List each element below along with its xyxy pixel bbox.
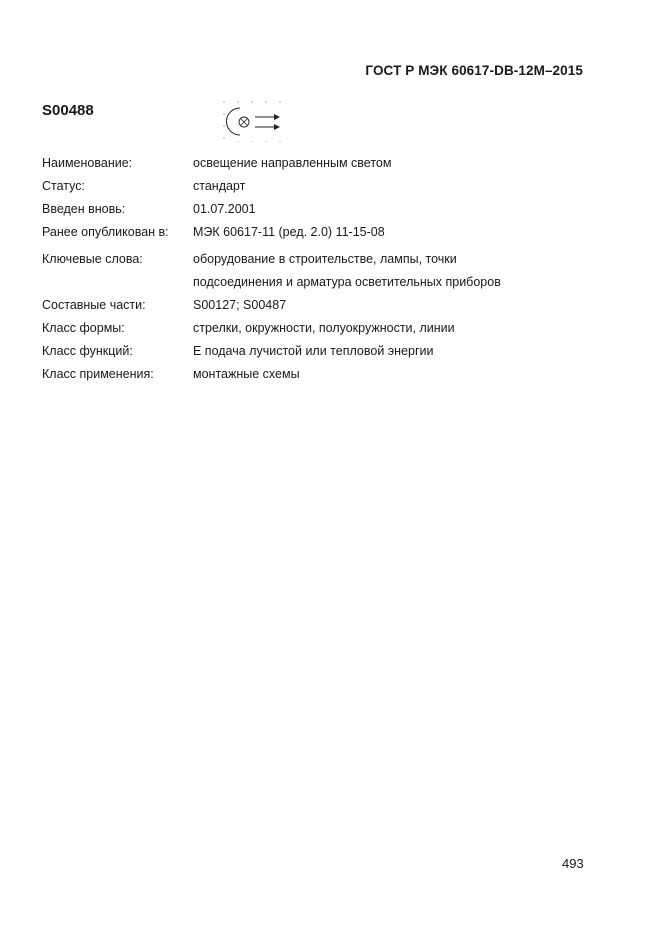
field-label: Ключевые слова: bbox=[42, 252, 143, 266]
field-keywords bbox=[42, 251, 501, 297]
page-number: 493 bbox=[562, 856, 584, 871]
field-value: Е подача лучистой или тепловой энергии bbox=[193, 344, 434, 358]
field-value: освещение направленным светом bbox=[193, 156, 392, 170]
field-value: 01.07.2001 bbox=[193, 202, 256, 216]
symbol-code: S00488 bbox=[42, 102, 94, 119]
field-value: монтажные схемы bbox=[193, 367, 300, 381]
field-value: стрелки, окружности, полуокружности, линии bbox=[193, 321, 455, 335]
field-value-line: оборудование в строительстве, лампы, точки bbox=[193, 252, 457, 266]
field-value: S00127; S00487 bbox=[193, 298, 287, 312]
field-value: стандарт bbox=[193, 179, 246, 193]
field-name bbox=[42, 155, 501, 178]
field-label: Статус: bbox=[42, 179, 85, 193]
field-function-class bbox=[42, 343, 501, 366]
field-value: МЭК 60617-11 (ред. 2.0) 11-15-08 bbox=[193, 225, 385, 239]
field-value-line: подсоединения и арматура осветительных приборов bbox=[193, 275, 501, 289]
field-application-class bbox=[42, 366, 501, 389]
field-label: Класс формы: bbox=[42, 321, 125, 335]
field-label: Класс функций: bbox=[42, 344, 133, 358]
field-shape-class bbox=[42, 320, 501, 343]
document-header: ГОСТ Р МЭК 60617-DB-12M–2015 bbox=[365, 63, 583, 78]
symbol-properties bbox=[42, 155, 501, 389]
field-components bbox=[42, 297, 501, 320]
field-introduced bbox=[42, 201, 501, 224]
field-previously-published bbox=[42, 224, 501, 247]
field-status bbox=[42, 178, 501, 201]
field-label: Ранее опубликован в: bbox=[42, 225, 169, 239]
field-label: Наименование: bbox=[42, 156, 133, 170]
field-label: Класс применения: bbox=[42, 367, 154, 381]
field-label: Составные части: bbox=[42, 298, 146, 312]
directed-light-symbol-icon bbox=[222, 100, 288, 142]
field-label: Введен вновь: bbox=[42, 202, 126, 216]
